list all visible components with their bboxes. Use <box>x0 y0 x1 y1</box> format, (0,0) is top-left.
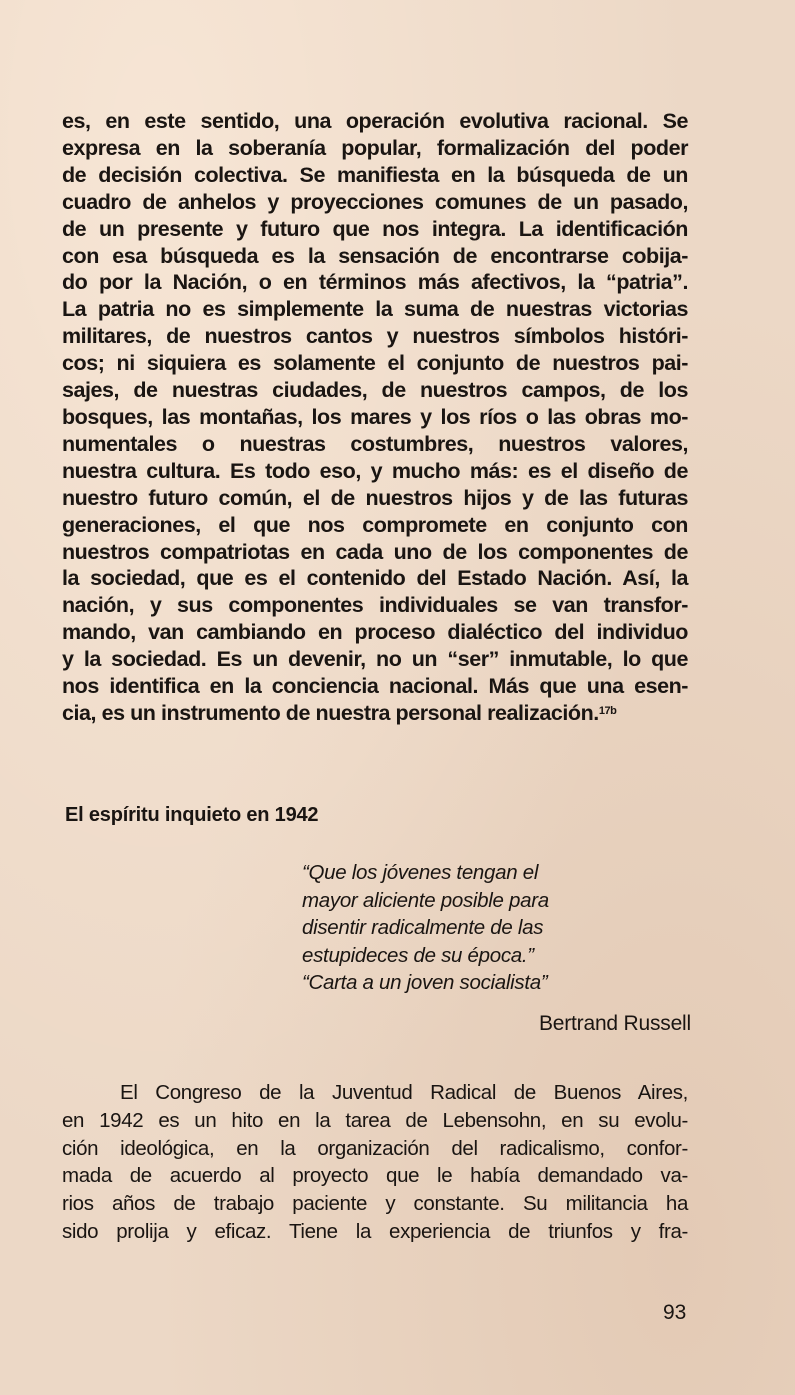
epigraph-line: “Que los jóvenes tengan el <box>302 861 539 884</box>
paragraph-line: es, en este sentido, una operación evolutiva racional. Se <box>62 109 688 133</box>
epigraph-line: mayor aliciente posible para <box>302 888 549 912</box>
paragraph-line: cos; ni siquiera es solamente el conjunto de nuestros pai- <box>62 351 688 376</box>
page-number: 93 <box>663 1301 687 1324</box>
paragraph-line: rios años de trabajo paciente y constante. Su militancia ha <box>62 1192 688 1216</box>
paragraph-line: militares, de nuestros cantos y nuestros símbolos históri- <box>62 324 688 349</box>
paragraph-line: sido prolija y eficaz. Tiene la experiencia de triunfos y fra- <box>62 1219 688 1243</box>
paragraph-line: con esa búsqueda es la sensación de encontrarse cobija- <box>62 243 688 268</box>
epigraph-line: disentir radicalmente de las <box>302 916 544 939</box>
body-paragraph-1 <box>62 108 688 727</box>
paragraph-line: y la sociedad. Es un devenir, no un “ser” inmutable, lo que <box>62 647 688 672</box>
paragraph-line: nuestra cultura. Es todo eso, y mucho más: es el diseño de <box>62 458 688 483</box>
epigraph-line: estupideces de su época.” <box>302 943 534 967</box>
paragraph-line: mando, van cambiando en proceso dialéctico del individuo <box>62 620 688 645</box>
paragraph-line: generaciones, el que nos compromete en conjunto con <box>62 512 688 537</box>
paragraph-line: nos identifica en la conciencia nacional. Más que una esen- <box>62 674 688 699</box>
paragraph-line: nuestro futuro común, el de nuestros hijos y de las futuras <box>62 485 688 510</box>
epigraph-source: “Carta a un joven socialista” <box>302 971 548 994</box>
section-heading: El espíritu inquieto en 1942 <box>65 804 319 826</box>
paragraph-line: en 1942 es un hito en la tarea de Lebensohn, en su evolu- <box>62 1108 688 1132</box>
paragraph-line: expresa en la soberanía popular, formalización del poder <box>62 135 688 160</box>
paragraph-line-last <box>62 700 688 727</box>
paragraph-line: de decisión colectiva. Se manifiesta en la búsqueda de un <box>62 162 688 187</box>
epigraph-quote <box>302 859 692 997</box>
paragraph-line: bosques, las montañas, los mares y los ríos o las obras mo- <box>62 404 688 429</box>
footnote-reference: 17b <box>598 704 617 717</box>
body-paragraph-2 <box>62 1079 688 1246</box>
paragraph-line: mada de acuerdo al proyecto que le había demandado va- <box>62 1164 688 1188</box>
paragraph-line: ción ideológica, en la organización del radicalismo, confor- <box>62 1136 688 1160</box>
epigraph-author: Bertrand Russell <box>538 1012 691 1035</box>
paragraph-line: de un presente y futuro que nos integra. La identificación <box>62 216 688 241</box>
paragraph-line: nuestros compatriotas en cada uno de los componentes de <box>62 539 688 564</box>
paragraph-line: La patria no es simplemente la suma de nuestras victorias <box>62 297 688 322</box>
paragraph-line: El Congreso de la Juventud Radical de Buenos Aires, <box>120 1081 688 1104</box>
paragraph-line: sajes, de nuestras ciudades, de nuestros campos, de los <box>62 378 688 403</box>
paragraph-line: la sociedad, que es el contenido del Estado Nación. Así, la <box>62 566 688 591</box>
paragraph-line: nación, y sus componentes individuales se van transfor- <box>62 593 688 618</box>
paragraph-line: do por la Nación, o en términos más afectivos, la “patria”. <box>62 270 688 295</box>
paragraph-line: cuadro de anhelos y proyecciones comunes de un pasado, <box>62 189 688 214</box>
paragraph-line: numentales o nuestras costumbres, nuestros valores, <box>62 431 688 456</box>
paragraph-line-text: cia, es un instrumento de nuestra personal realización. <box>62 700 599 725</box>
